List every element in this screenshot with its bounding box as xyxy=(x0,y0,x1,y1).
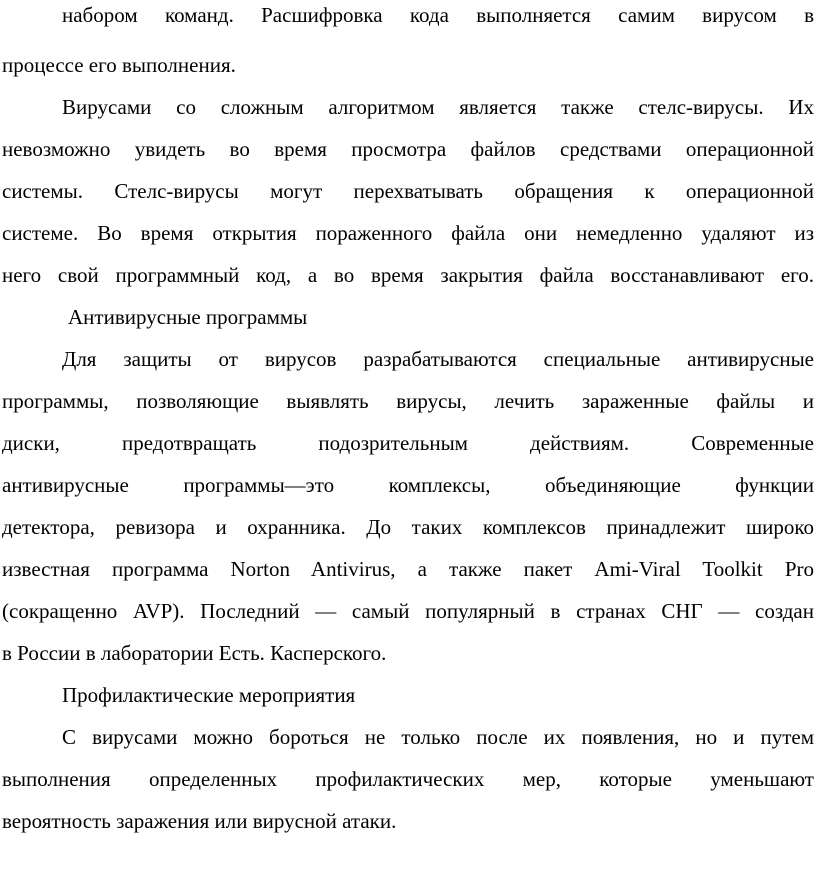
text-line: в России в лаборатории Есть. Касперского. xyxy=(2,641,387,665)
text-line: системы. Стелс-вирусы могут перехватывать обращения к операционной xyxy=(2,179,814,203)
text-line: набором команд. Расшифровка кода выполняется самим вирусом в xyxy=(62,3,814,27)
text-line: него свой программный код, а во время закрытия файла восстанавливают его. xyxy=(2,263,814,287)
text-line: Для защиты от вирусов разрабатываются специальные антивирусные xyxy=(62,347,814,371)
section-heading: Профилактические мероприятия xyxy=(62,683,356,707)
text-line: программы, позволяющие выявлять вирусы, лечить зараженные файлы и xyxy=(2,389,814,413)
text-line: С вирусами можно бороться не только после их появления, но и путем xyxy=(62,725,814,749)
text-line: Вирусами со сложным алгоритмом является также стелс-вирусы. Их xyxy=(62,95,814,119)
text-line: вероятность заражения или вирусной атаки. xyxy=(2,809,397,833)
text-line: процессе его выполнения. xyxy=(2,53,236,77)
text-line: диски, предотвращать подозрительным действиям. Современные xyxy=(2,431,814,455)
text-line: выполнения определенных профилактических мер, которые уменьшают xyxy=(2,767,814,791)
text-line: (сокращенно AVP). Последний — самый популярный в странах СНГ — создан xyxy=(2,599,814,623)
text-line: системе. Во время открытия пораженного файла они немедленно удаляют из xyxy=(2,221,814,245)
text-line: известная программа Norton Antivirus, а также пакет Ami‑Viral Toolkit Pro xyxy=(2,557,814,581)
text-line: детектора, ревизора и охранника. До таких комплексов принадлежит широко xyxy=(2,515,814,539)
text-line: антивирусные программы—это комплексы, объединяющие функции xyxy=(2,473,814,497)
section-heading: Антивирусные программы xyxy=(68,305,308,329)
text-line: невозможно увидеть во время просмотра файлов средствами операционной xyxy=(2,137,814,161)
